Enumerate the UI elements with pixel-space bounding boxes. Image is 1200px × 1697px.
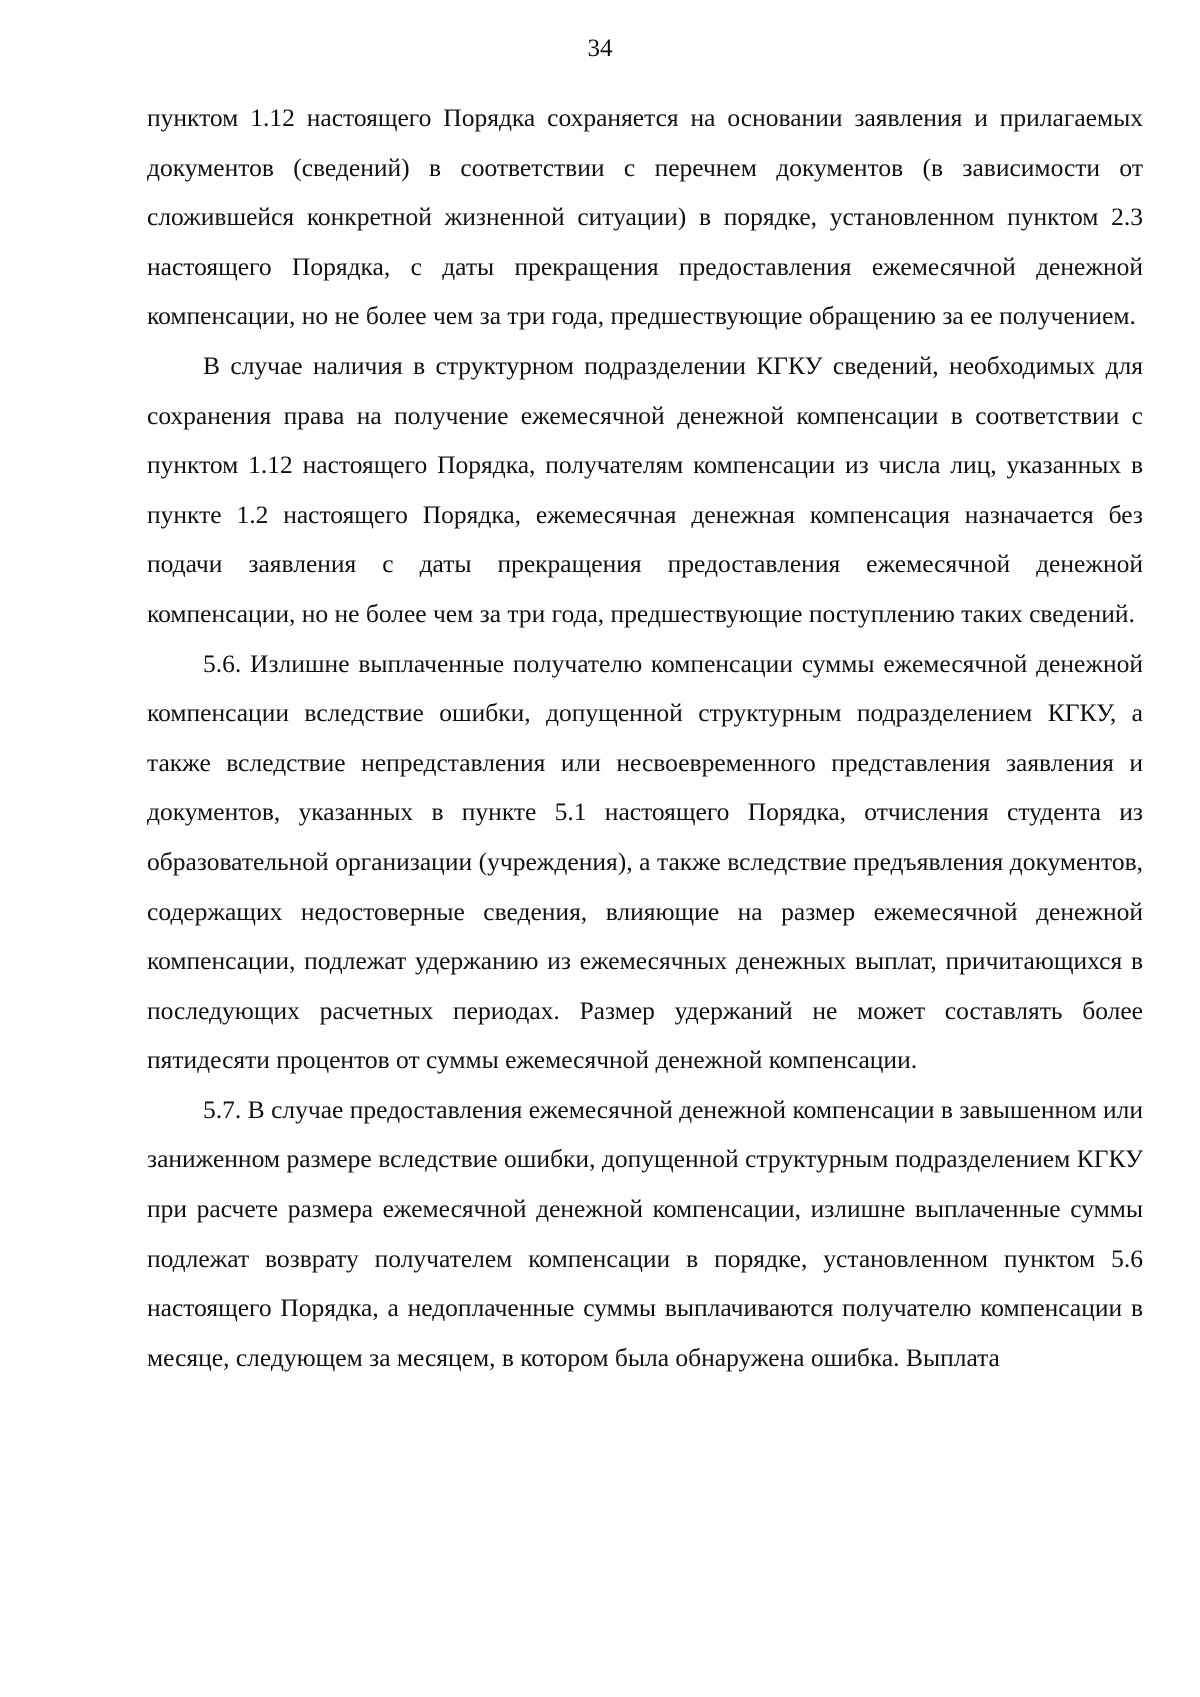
paragraph: В случае наличия в структурном подразделении КГКУ сведений, необходимых для сохранения права на получение ежемесячной денежной компенсации в соответствии с пунктом 1.12 настоящего Порядка, получателям компенсации из числа лиц, указанных в пункте 1.2 настоящего Порядка, ежемесячная денежная компенсация назначается без подачи заявления с даты прекращения предоставления ежемесячной денежной компенсации, но не более чем за три года, предшествующие поступлению таких сведений.	[147, 350, 1143, 628]
paragraph-5-7: 5.7. В случае предоставления ежемесячной денежной компенсации в завышенном или заниженном размере вследствие ошибки, допущенной структурным подразделением КГКУ при расчете размера ежемесячной денежной компенсации, излишне выплаченные суммы подлежат возврату получателем компенсации в порядке, установленном пунктом 5.6 настоящего Порядка, а недоплаченные суммы выплачиваются получателю компенсации в месяце, следующем за месяцем, в котором была обнаружена ошибка. Выплата	[147, 1094, 1143, 1372]
page-number: 34	[587, 35, 613, 62]
document-body	[147, 93, 1143, 1382]
paragraph-5-6: 5.6. Излишне выплаченные получателю компенсации суммы ежемесячной денежной компенсации вследствие ошибки, допущенной структурным подразделением КГКУ, а также вследствие непредставления или несвоевременного представления заявления и документов, указанных в пункте 5.1 настоящего Порядка, отчисления студента из образовательной организации (учреждения), а также вследствие предъявления документов, содержащих недостоверные сведения, влияющие на размер ежемесячной денежной компенсации, подлежат удержанию из ежемесячных денежных выплат, причитающихся в последующих расчетных периодах. Размер удержаний не может составлять более пятидесяти процентов от суммы ежемесячной денежной компенсации.	[147, 648, 1143, 1075]
paragraph-continuation: пунктом 1.12 настоящего Порядка сохраняется на основании заявления и прилагаемых документов (сведений) в соответствии с перечнем документов (в зависимости от сложившейся конкретной жизненной ситуации) в порядке, установленном пунктом 2.3 настоящего Порядка, с даты прекращения предоставления ежемесячной денежной компенсации, но не более чем за три года, предшествующие обращению за ее получением.	[147, 103, 1143, 331]
